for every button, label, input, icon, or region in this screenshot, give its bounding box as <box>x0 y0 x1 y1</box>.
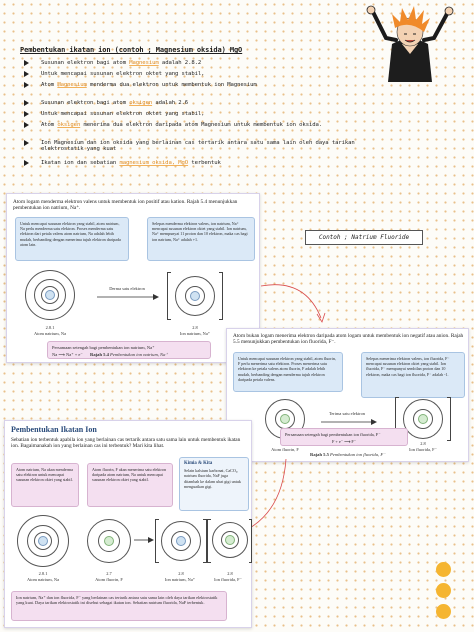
note-text <box>41 82 257 88</box>
panel1-note-left: Untuk mencapai susunan elektron yang stabil, atom natrium, Na perlu menderma satu elektron. Proses menderma satu elektron dari petala valens atom natrium, Na adalah lebih mudah, berbanding dengan menerima tujuh elektron daripada atom lain. <box>15 217 129 261</box>
note-line <box>24 160 221 166</box>
arrow-bullet-icon <box>24 82 29 88</box>
note-line <box>24 100 188 106</box>
note-text-post: adalah 2.8.2 <box>158 60 202 66</box>
textbook-panel-ionic-bond <box>4 420 252 628</box>
note-text-post: menerima dua elektron daripada atom Magnesium untuk membentuk ion oksida. <box>80 122 323 128</box>
note-text <box>41 140 364 152</box>
arrow-bullet-icon <box>24 111 29 117</box>
note-text-highlight: magnesium oksida, MgO <box>119 160 189 166</box>
panel3-config-3: 2.8 <box>227 571 233 576</box>
note-text-post: terbentuk <box>188 160 221 166</box>
panel3-config-0: 2.8.1 <box>38 571 48 576</box>
note-text-pre: Susunan elektron bagi atom <box>41 100 130 106</box>
panel3-name-3: Ion fluorida, F⁻ <box>214 577 242 582</box>
panel2-caption-text: Pembentukan ion fluorida, F⁻ <box>330 452 386 457</box>
note-text-pre: Ikatan ion dan sebatian <box>41 160 120 166</box>
panel1-arrow-label: Derma satu elektron <box>109 286 145 291</box>
panel2-caption <box>310 452 386 458</box>
panel2-right-name: Ion fluorida, F⁻ <box>409 447 437 452</box>
panel2-caption-num: Rajah 5.5 <box>310 452 329 457</box>
panel1-intro: Atom logam menderma elektron valens untuk membentuk ion positif atau kation. Rajah 5.4 menunjukkan pembentukan ion natrium, Na⁺. <box>13 199 238 212</box>
note-text-highlight: Magnesium <box>57 82 87 88</box>
note-text <box>41 160 221 166</box>
left-bracket <box>207 519 211 563</box>
note-text-pre: Atom <box>41 122 58 128</box>
note-text-highlight: Magnesium <box>129 60 159 66</box>
panel3-note-left: Atom natrium, Na akan menderma satu elektron untuk mencapai susunan elektron oktet yang stabil. <box>11 463 79 507</box>
panel2-equation: F + e⁻ ⟶ F⁻ <box>331 439 357 445</box>
panel1-left-config: 2.8.1 <box>45 325 55 330</box>
arrow-right-icon <box>319 418 379 426</box>
panel3-config-1: 2.7 <box>106 571 112 576</box>
panel2-arrow-label: Terima satu elektron <box>328 411 366 416</box>
panel1-caption-num: Rajah 5.4 <box>90 352 109 357</box>
textbook-panel-sodium-ion <box>6 193 260 363</box>
panel2-intro: Atom bukan logam menerima elektron daripada atom logam untuk membentuk ion negatif atau anion. Rajah 5.5 menunjukkan pembentukan ion fluorida, F⁻. <box>233 333 464 346</box>
panel1-left-name: Atom natrium, Na <box>33 331 67 336</box>
decorative-dot <box>436 604 451 619</box>
note-text-pre: Untuk mencapai susunan elektron oktet yang stabil, <box>41 111 205 117</box>
note-line <box>24 71 204 77</box>
left-bracket <box>155 519 159 563</box>
kimia-kita-text: Selain kalsium karbonat, CaCO₃, natrium fluorida, NaF juga ditambah ke dalam ubat gigi untuk menguatkan gigi. <box>184 468 241 489</box>
note-text-pre: Ion Magnesium dan ion oksida yang berlainan cas tertarik antara satu sama lain oleh daya tarikan elektrostatik yang kuat <box>41 140 355 152</box>
panel2-equation-box <box>280 428 408 446</box>
note-text-post: adalah 2.6 <box>152 100 189 106</box>
note-text-highlight: oksigen <box>129 100 153 106</box>
panel3-title: Pembentukan Ikatan Ion <box>11 425 97 434</box>
decorative-dot <box>436 583 451 598</box>
note-text <box>41 100 188 106</box>
arrow-bullet-icon <box>24 71 29 77</box>
arrow-bullet-icon <box>24 100 29 106</box>
panel1-right-name: Ion natrium, Na⁺ <box>179 331 211 336</box>
right-bracket <box>249 519 252 563</box>
note-line <box>24 82 257 88</box>
note-text-pre: Atom <box>41 82 58 88</box>
panel3-intro: Sebatian ion terbentuk apabila ion yang berlainan cas tertarik antara satu sama lain untuk membentuk ikatan ion. Bagaimanakah ion yang berlainan cas ini terbentuk? Mari kita lihat. <box>11 437 241 450</box>
note-line <box>24 111 204 117</box>
panel2-left-name: Atom fluorin, F <box>271 447 299 452</box>
panel1-equation-title: Persamaan setengah bagi pembentukan ion natrium, Na⁺ <box>52 345 155 350</box>
cartoon-character-illustration <box>362 4 458 84</box>
sodium-atom-diagram <box>25 270 75 320</box>
right-bracket <box>219 272 223 320</box>
kimia-kita-label: Kimia & Kita <box>184 461 213 466</box>
arrow-bullet-icon <box>24 160 29 166</box>
arrow-right-icon <box>133 535 155 545</box>
panel1-note-right: Selepas menderma elektron valens, ion natrium, Na⁺ mencapai susunan elektron oktet yang stabil. Ion natrium, Na⁺ mempunyai 11 proton dan 10 elektron, maka cas bagi ion natrium, Na⁺ adalah +1. <box>147 217 255 261</box>
panel1-caption-text: Pembentukan ion natrium, Na⁺ <box>110 352 168 357</box>
right-bracket <box>447 397 451 441</box>
left-bracket <box>167 272 171 320</box>
arrow-bullet-icon <box>24 140 29 146</box>
panel3-bottom-note: Ion natrium, Na⁺ dan ion fluorida, F⁻ yang berlainan cas tertarik antara satu sama lain oleh daya tarikan elektrostatik yang kuat. Daya tarikan elektrostatik ini disebut sebagai ikatan ion. Sebatian natrium fluorida, NaF terbentuk. <box>11 591 227 621</box>
note-text-highlight: oksigen <box>57 122 81 128</box>
arrow-bullet-icon <box>24 122 29 128</box>
panel2-note-left: Untuk mencapai susunan elektron yang stabil, atom fluorin, F perlu menerima satu elektron. Proses menerima satu elektron ke petala valens atom fluorin, F adalah lebih mudah, berbanding dengan menderma tujuh elektron daripada petala valens. <box>233 352 343 392</box>
fluoride-ion-diagram <box>403 399 443 439</box>
note-text-post: menderma dua elektron untuk membentuk ion Magnesium <box>86 82 257 88</box>
panel1-right-config: 2.8 <box>192 325 198 330</box>
arrow-bullet-icon <box>24 60 29 66</box>
note-text-pre: Susunan elektron bagi atom <box>41 60 130 66</box>
panel1-caption <box>90 352 168 358</box>
panel3-note-mid: Atom fluorin, F akan menerima satu elektron daripada atom natrium, Na untuk mencapai susunan elektron oktet yang stabil. <box>87 463 173 507</box>
example-tag: Contoh ; Natrium Fluoride <box>305 230 423 245</box>
note-line <box>24 60 201 66</box>
sodium-ion-diagram <box>161 521 201 561</box>
arrow-right-icon <box>95 293 161 301</box>
fluoride-ion-diagram <box>212 522 248 558</box>
fluorine-atom-diagram <box>87 519 131 563</box>
note-line <box>24 122 322 128</box>
panel3-config-2: 2.8 <box>178 571 184 576</box>
panel1-equation: Na ⟶ Na⁺ + e⁻ <box>52 352 83 358</box>
notes-title: Pembentukan ikatan ion (contoh ; Magnesium oksida) MgO <box>20 46 243 54</box>
note-text <box>41 111 204 117</box>
note-line <box>24 140 364 152</box>
sodium-ion-diagram <box>175 276 215 316</box>
panel3-name-2: Ion natrium, Na⁺ <box>164 577 196 582</box>
panel3-name-0: Atom natrium, Na <box>26 577 60 582</box>
note-text <box>41 71 204 77</box>
panel3-name-1: Atom fluorin, F <box>95 577 123 582</box>
note-text <box>41 60 201 66</box>
kimia-kita-box <box>179 457 249 511</box>
panel2-right-config: 2.8 <box>420 441 426 446</box>
panel2-equation-title: Persamaan setengah bagi pembentukan ion fluorida, F⁻ <box>285 432 381 437</box>
panel2-note-right: Selepas menerima elektron valens, ion fluorida, F⁻ mencapai susunan elektron oktet yang stabil. Ion fluorida, F⁻ mempunyai sembilan proton dan 10 elektron, maka cas bagi ion fluorida, F⁻ adalah -1. <box>361 352 465 398</box>
sodium-atom-diagram <box>17 515 69 567</box>
decorative-dot <box>436 562 451 577</box>
note-text-pre: Untuk mencapai susunan elektron oktet yang stabil, <box>41 71 205 77</box>
note-text <box>41 122 322 128</box>
